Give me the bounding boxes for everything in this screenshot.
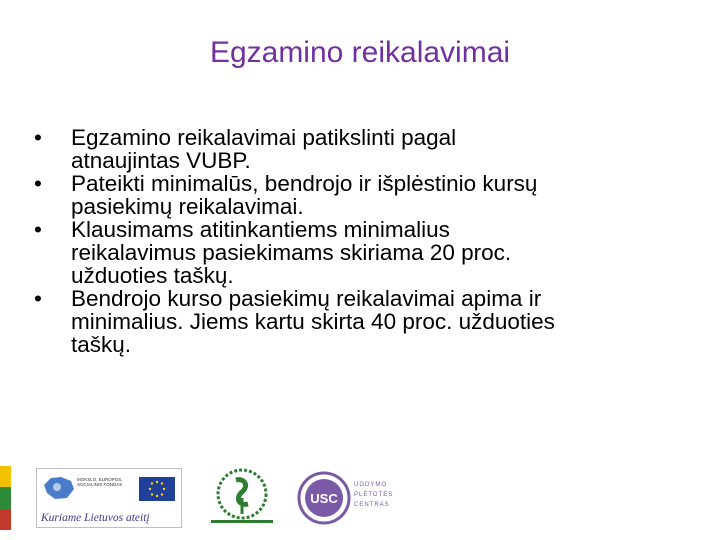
- bullet-line: pasiekimų reikalavimai.: [71, 194, 304, 219]
- stripe-green: [0, 487, 11, 508]
- program-text: MOKSLO, EUROPOS, SOCIALINIS FONDAS: [77, 477, 123, 487]
- bullet-item: [28, 126, 678, 172]
- bullet-dot: •: [34, 217, 42, 242]
- bullet-line: Bendrojo kurso pasiekimų reikalavimai apima ir: [71, 286, 542, 311]
- bullet-line: minimalius. Jiems kartu skirta 40 proc. užduoties: [71, 309, 555, 334]
- svg-text:USC: USC: [310, 491, 338, 506]
- stripe-red: [0, 509, 11, 530]
- eu-fund-logo: [36, 468, 182, 528]
- bullet-line: atnaujintas VUBP.: [71, 148, 251, 173]
- logo-text-line: CENTRAS: [354, 502, 390, 508]
- eu-flag-icon: [139, 477, 175, 501]
- bullet-line: Klausimams atitinkantiems minimalius: [71, 217, 450, 242]
- slide-title: Egzamino reikalavimai: [209, 36, 511, 69]
- bullet-dot: •: [34, 171, 42, 196]
- lithuania-map-icon: [41, 473, 77, 503]
- bullet-line: Egzamino reikalavimai patikslinti pagal: [71, 125, 457, 150]
- stripe-yellow: [0, 466, 11, 487]
- upc-circle-icon: [296, 470, 352, 526]
- motto-text: Kuriame Lietuvos ateitį: [41, 512, 150, 524]
- bullet-item: [28, 172, 678, 218]
- bullet-item: [28, 287, 678, 356]
- bullet-line: Pateikti minimalūs, bendrojo ir išplėstinio kursų: [71, 171, 538, 196]
- bullet-line: reikalavimus pasiekimams skiriama 20 proc.: [71, 240, 512, 265]
- bullet-dot: •: [34, 125, 42, 150]
- bullet-dot: •: [34, 286, 42, 311]
- bullet-list: [28, 126, 678, 356]
- national-examination-center-logo: [205, 468, 279, 526]
- bullet-line: taškų.: [71, 332, 132, 357]
- bullet-item: [28, 218, 678, 287]
- bullet-line: užduoties taškų.: [71, 263, 234, 288]
- color-stripe: [0, 466, 11, 530]
- logo-text-line: PLĖTOTĖS: [354, 492, 394, 498]
- logo-text-line: UGDYMO: [354, 482, 387, 488]
- ugdymo-pletotes-centras-logo: [296, 470, 416, 526]
